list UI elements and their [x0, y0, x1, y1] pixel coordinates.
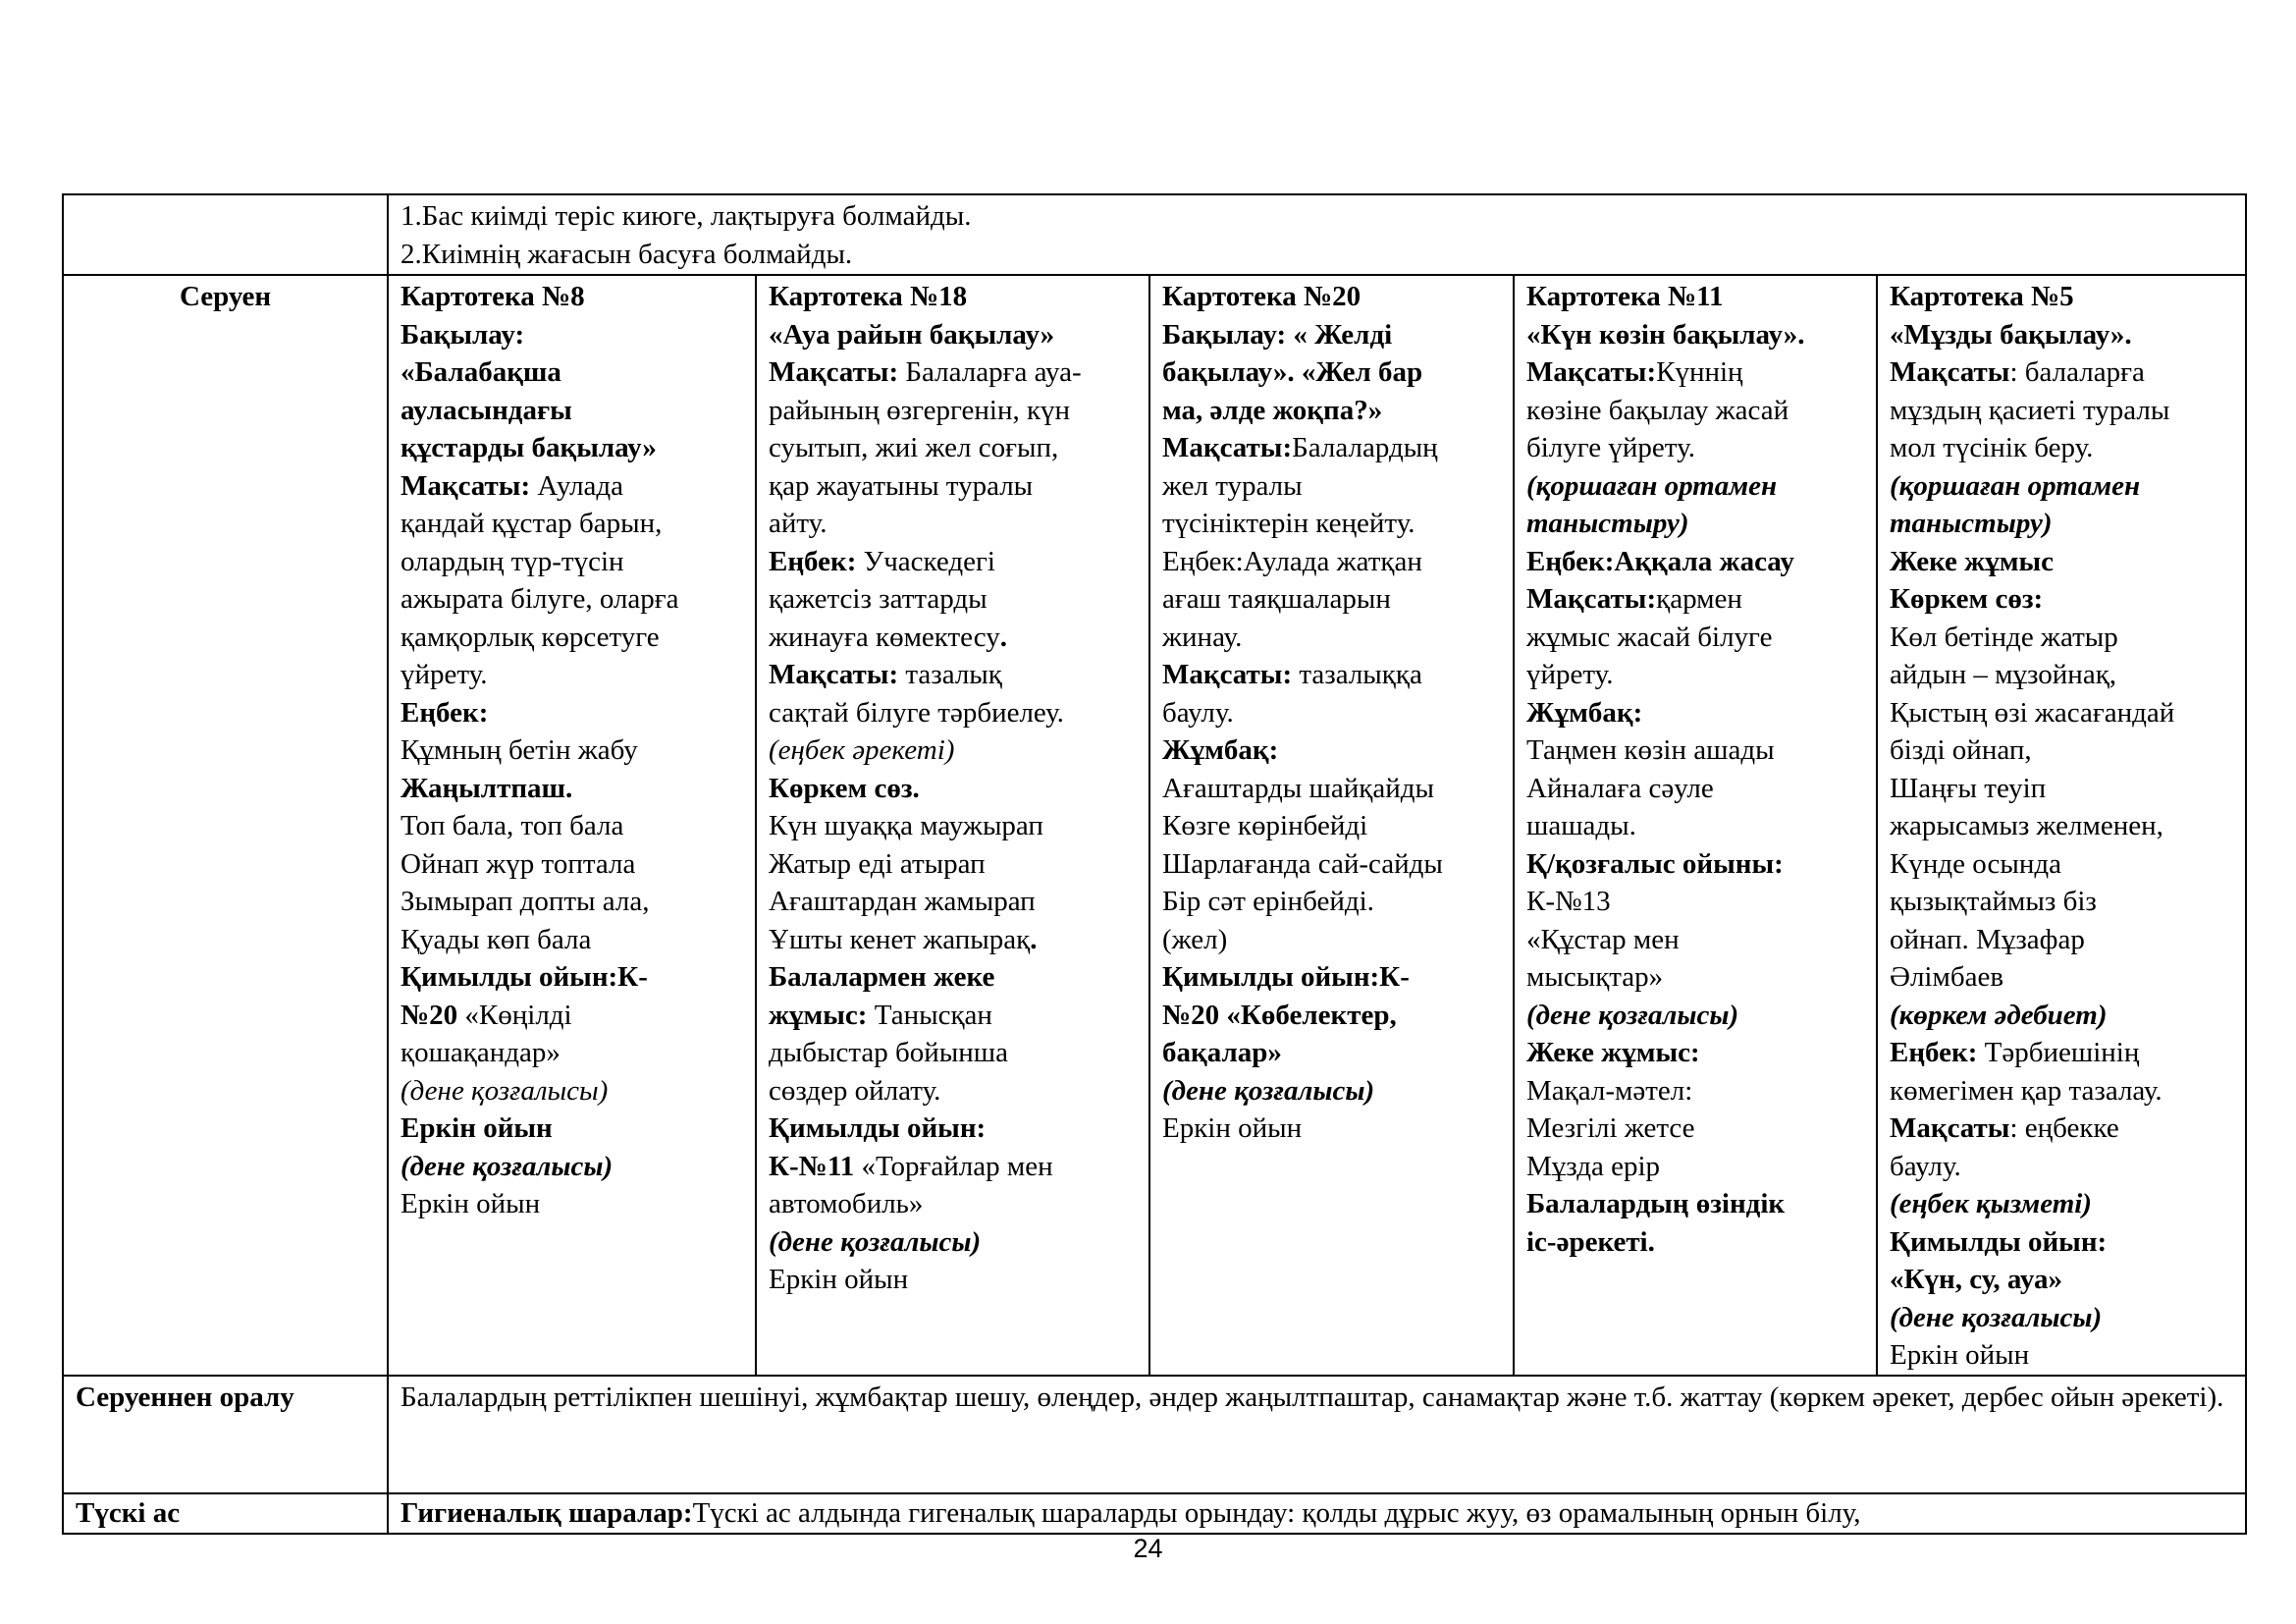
card-text: Күнде осында — [1890, 847, 2061, 880]
card-line — [1890, 278, 2233, 316]
card-text: Таңмен көзін ашады — [1526, 734, 1775, 766]
card-line — [400, 731, 743, 770]
card-text: №20 — [400, 999, 458, 1031]
card-text: Мақал-мәтел: — [1526, 1074, 1693, 1107]
card-line — [400, 467, 743, 506]
card-text: бізді ойнап, — [1890, 734, 2032, 766]
card-text: Жеке жұмыс — [1890, 545, 2054, 577]
card-line — [1526, 958, 1864, 997]
card-text: Қимылды ойын: — [769, 1112, 987, 1144]
card-text: Көркем сөз. — [769, 772, 920, 804]
card-line — [769, 580, 1137, 619]
card-line — [769, 1261, 1137, 1299]
card-line — [769, 278, 1137, 316]
card-line — [1890, 580, 2233, 619]
card-text: Мезгілі жетсе — [1526, 1112, 1695, 1144]
card-line — [769, 770, 1137, 808]
card-line — [1526, 921, 1864, 959]
card-text: Құмның бетін жабу — [400, 734, 638, 766]
card-line — [1162, 353, 1501, 392]
card-text: Учаскедегі — [856, 545, 995, 577]
card-text: Ойнап жүр топтала — [400, 847, 636, 880]
card-line — [400, 694, 743, 732]
card-line — [400, 958, 743, 997]
card-text: Танысқан — [867, 999, 992, 1031]
card-text: Мақсаты: — [1526, 356, 1657, 388]
card-text: Мақсаты: — [769, 659, 899, 690]
card-line — [1162, 694, 1501, 732]
card-text: Еркін ойын — [400, 1188, 541, 1219]
card-text: ауласындағы — [400, 394, 572, 426]
card-line — [1890, 1148, 2233, 1186]
card-text: (еңбек қызметі) — [1890, 1188, 2092, 1219]
card-text: «Торғайлар мен — [854, 1150, 1053, 1182]
card-line — [1890, 997, 2233, 1035]
card-line — [1890, 429, 2233, 467]
lunch-cell — [388, 1493, 2246, 1534]
card-line — [769, 731, 1137, 770]
card-line — [1526, 316, 1864, 354]
card-line — [1162, 731, 1501, 770]
card-text: Мақсаты: — [1526, 583, 1657, 615]
card-line — [400, 921, 743, 959]
card-text: баулу. — [1890, 1150, 1961, 1182]
card-text: (қоршаған ортамен — [1890, 469, 2141, 502]
card-text: (дене қозғалысы) — [769, 1225, 982, 1258]
card-line — [1890, 770, 2233, 808]
rule-line: 2.Киімнің жағасын басуға болмайды. — [400, 238, 853, 270]
card-text: . — [999, 621, 1008, 653]
lunch-lead: Гигиеналық шаралар: — [400, 1497, 693, 1529]
card-text: К-№13 — [1526, 886, 1611, 917]
card-text: қармен — [1656, 583, 1742, 615]
card-line — [1162, 392, 1501, 430]
card-text: Балаларға ауа- — [898, 356, 1082, 388]
card-line — [1890, 1110, 2233, 1148]
card-text: Зымырап допты ала, — [400, 886, 650, 917]
card-line — [400, 845, 743, 884]
card-line — [1162, 921, 1501, 959]
card-line — [1526, 580, 1864, 619]
rule-line: 1.Бас киімді теріс киюге, лақтыруға болмайды. — [400, 200, 972, 232]
card-text: Шарлағанда сай-сайды — [1162, 847, 1443, 880]
card-line — [400, 429, 743, 467]
card-line — [769, 619, 1137, 657]
card-line — [769, 353, 1137, 392]
card-text: : балаларға — [2009, 356, 2145, 388]
card-text: бақалар» — [1162, 1037, 1282, 1068]
card-text: автомобиль» — [769, 1188, 924, 1219]
card-text: қандай құстар барын, — [400, 508, 663, 539]
card-text: Картотека №11 — [1526, 281, 1724, 312]
card-line — [1162, 278, 1501, 316]
card-line — [1526, 845, 1864, 884]
card-line — [400, 278, 743, 316]
card-text: К-№11 — [769, 1150, 855, 1182]
card-text: «Мұзды бақылау». — [1890, 318, 2132, 351]
card-line — [400, 807, 743, 845]
card-text: Жеке жұмыс: — [1526, 1037, 1700, 1068]
card-line — [769, 1148, 1137, 1186]
card-text: Қуады көп бала — [400, 923, 592, 955]
card-line — [1890, 619, 2233, 657]
card-text: суытып, жиі жел соғып, — [769, 432, 1059, 463]
walk-card-11 — [1514, 275, 1877, 1376]
card-text: Еркін ойын — [769, 1264, 909, 1295]
card-line — [769, 1034, 1137, 1072]
card-line — [1890, 1072, 2233, 1110]
card-line — [1526, 392, 1864, 430]
card-text: Күн шуаққа маужырап — [769, 810, 1043, 841]
card-text: ағаш таяқшаларын — [1162, 583, 1391, 615]
card-text: ма, әлде жоқпа?» — [1162, 394, 1383, 426]
card-text: Еңбек:Аққала жасау — [1526, 545, 1794, 577]
card-line — [1890, 1261, 2233, 1299]
card-text: (дене қозғалысы) — [1890, 1301, 2103, 1333]
daily-plan-table — [62, 193, 2247, 1535]
card-text: Мақсаты: — [400, 469, 531, 502]
card-text: көмегімен қар тазалау. — [1890, 1074, 2163, 1107]
card-text: «Күн, су, ауа» — [1890, 1264, 2062, 1295]
card-text: (көркем әдебиет) — [1890, 999, 2108, 1031]
card-line — [1890, 845, 2233, 884]
card-text: Жұмбақ: — [1526, 696, 1643, 729]
card-text: Мақсаты — [1890, 356, 2010, 388]
card-line — [400, 883, 743, 921]
card-text: Қимылды ойын:К- — [1162, 961, 1410, 993]
card-line — [1890, 921, 2233, 959]
return-label: Серуеннен оралу — [63, 1376, 388, 1493]
card-line — [1526, 619, 1864, 657]
rules-label-cell — [63, 194, 388, 275]
card-text: құстарды бақылау» — [400, 432, 657, 463]
card-text: Көл бетінде жатыр — [1890, 621, 2118, 653]
card-line — [1526, 807, 1864, 845]
card-line — [1526, 1148, 1864, 1186]
card-text: Бақылау: « Желді — [1162, 318, 1393, 351]
lunch-label: Түскі ас — [63, 1493, 388, 1534]
card-text: райының өзгергенін, күн — [769, 394, 1071, 426]
card-text: жұмыс жасай білуге — [1526, 621, 1773, 653]
card-line — [1162, 580, 1501, 619]
card-line — [1162, 958, 1501, 997]
card-text: қажетсіз заттарды — [769, 583, 988, 615]
card-line — [1890, 392, 2233, 430]
card-text: түсініктерін кеңейту. — [1162, 508, 1415, 539]
card-line — [400, 580, 743, 619]
card-line — [1526, 1072, 1864, 1110]
card-text: шашады. — [1526, 810, 1636, 841]
card-line — [769, 467, 1137, 506]
card-text: Айналаға сәуле — [1526, 772, 1714, 804]
card-line — [1526, 1185, 1864, 1223]
card-line — [1526, 656, 1864, 694]
card-text: Еңбек:Аулада жатқан — [1162, 545, 1422, 577]
walk-card-8 — [388, 275, 756, 1376]
card-line — [1162, 807, 1501, 845]
card-line — [1162, 543, 1501, 581]
card-text: «Балабақша — [400, 356, 561, 388]
walk-card-18 — [756, 275, 1149, 1376]
card-text: бақылау». «Жел бар — [1162, 356, 1423, 388]
card-line — [769, 845, 1137, 884]
card-text: Картотека №8 — [400, 281, 585, 312]
card-text: қошақандар» — [400, 1037, 561, 1068]
card-text: Бір сәт ерінбейді. — [1162, 886, 1374, 917]
card-text: Шаңғы теуіп — [1890, 772, 2047, 804]
card-text: Жаңылтпаш. — [400, 772, 573, 804]
rules-cell — [388, 194, 2246, 275]
card-text: ойнап. Мұзафар — [1890, 923, 2085, 955]
lunch-row — [63, 1493, 2246, 1534]
card-text: Балалардың өзіндік — [1526, 1188, 1786, 1219]
card-line — [400, 543, 743, 581]
card-line — [1526, 429, 1864, 467]
card-text: «Күн көзін бақылау». — [1526, 318, 1805, 351]
card-line — [1162, 845, 1501, 884]
rules-row — [63, 194, 2246, 275]
card-line — [1162, 883, 1501, 921]
card-line — [769, 921, 1137, 959]
card-line — [1526, 1110, 1864, 1148]
card-text: Балалардың — [1292, 432, 1438, 463]
card-line — [1162, 619, 1501, 657]
card-line — [1162, 429, 1501, 467]
card-line — [1890, 807, 2233, 845]
card-text: тазалыққа — [1292, 659, 1422, 690]
card-text: үйрету. — [1526, 659, 1614, 690]
card-line — [1526, 278, 1864, 316]
card-text: (жел) — [1162, 923, 1228, 955]
card-line — [769, 1072, 1137, 1110]
card-text: Қ/қозғалыс ойыны: — [1526, 847, 1784, 880]
card-text: Тәрбиешінің — [1977, 1037, 2140, 1068]
card-text: Мақсаты: — [1162, 432, 1293, 463]
walk-card-20 — [1149, 275, 1514, 1376]
card-line — [1890, 505, 2233, 543]
card-text: Жатыр еді атырап — [769, 847, 986, 880]
card-line — [1162, 505, 1501, 543]
card-text: (дене қозғалысы) — [400, 1074, 609, 1107]
card-text: қызықтаймыз біз — [1890, 886, 2097, 917]
card-line — [400, 316, 743, 354]
card-line — [769, 997, 1137, 1035]
card-line — [1526, 1034, 1864, 1072]
card-text: ажырата білуге, оларға — [400, 583, 679, 615]
card-text: Еңбек: — [1890, 1037, 1978, 1068]
card-line — [400, 1110, 743, 1148]
card-text: (дене қозғалысы) — [1162, 1074, 1375, 1107]
card-line — [1162, 997, 1501, 1035]
card-text: Қимылды ойын:К- — [400, 961, 648, 993]
card-line — [400, 997, 743, 1035]
card-line — [1526, 883, 1864, 921]
card-line — [1890, 656, 2233, 694]
card-text: айту. — [769, 508, 828, 539]
card-line — [1890, 1223, 2233, 1262]
card-text: №20 «Көбелектер, — [1162, 999, 1397, 1031]
card-line — [769, 316, 1137, 354]
card-line — [1526, 694, 1864, 732]
card-line — [400, 1185, 743, 1223]
card-text: жарысамыз желменен, — [1890, 810, 2163, 841]
card-text: үйрету. — [400, 659, 488, 690]
card-line — [769, 883, 1137, 921]
card-text: (еңбек әрекеті) — [769, 734, 955, 766]
card-text: қар жауатыны туралы — [769, 469, 1034, 502]
walk-label: Серуен — [63, 275, 388, 1376]
card-text: Аулада — [530, 469, 624, 502]
card-line — [769, 694, 1137, 732]
card-line — [769, 543, 1137, 581]
card-line — [1526, 505, 1864, 543]
card-text: мол түсінік беру. — [1890, 432, 2094, 463]
card-line — [1526, 1223, 1864, 1262]
card-text: мұздың қасиеті туралы — [1890, 394, 2170, 426]
card-text: Қимылды ойын: — [1890, 1225, 2108, 1258]
card-line — [1890, 1299, 2233, 1337]
card-line — [400, 656, 743, 694]
page-number: 24 — [1133, 1534, 1163, 1563]
card-text: Жұмбақ: — [1162, 734, 1279, 766]
card-line — [1890, 467, 2233, 506]
card-line — [400, 353, 743, 392]
card-line — [400, 392, 743, 430]
card-line — [1162, 656, 1501, 694]
card-line — [1890, 1336, 2233, 1375]
card-text: жинау. — [1162, 621, 1243, 653]
card-text: Күннің — [1656, 356, 1743, 388]
card-text: (қоршаған ортамен — [1526, 469, 1778, 502]
card-text: таныстыру) — [1890, 508, 2053, 539]
card-line — [1890, 1034, 2233, 1072]
card-text: таныстыру) — [1526, 508, 1689, 539]
card-text: «Көңілді — [457, 999, 572, 1031]
card-text: Ағаштарды шайқайды — [1162, 772, 1434, 804]
card-text: Бақылау: — [400, 318, 525, 351]
card-text: Еркін ойын — [1162, 1112, 1303, 1144]
card-line — [1890, 694, 2233, 732]
card-text: «Құстар мен — [1526, 923, 1680, 955]
card-text: Балалармен жеке — [769, 961, 995, 993]
card-line — [1526, 770, 1864, 808]
card-text: Картотека №5 — [1890, 281, 2074, 312]
card-text: жұмыс: — [769, 999, 868, 1031]
card-line — [769, 1185, 1137, 1223]
walk-card-5 — [1877, 275, 2246, 1376]
card-text: «Ауа райын бақылау» — [769, 318, 1055, 351]
card-line — [400, 1072, 743, 1110]
card-line — [769, 1110, 1137, 1148]
card-text: Мұзда ерір — [1526, 1150, 1661, 1182]
card-text: тазалық — [898, 659, 1002, 690]
card-line — [1890, 958, 2233, 997]
card-text: қамқорлық көрсетуге — [400, 621, 660, 653]
card-line — [1890, 316, 2233, 354]
card-text: білуге үйрету. — [1526, 432, 1695, 463]
card-line — [1890, 1185, 2233, 1223]
card-text: сөздер ойлату. — [769, 1074, 941, 1107]
card-line — [1890, 883, 2233, 921]
card-line — [769, 958, 1137, 997]
card-text: (дене қозғалысы) — [1526, 999, 1739, 1031]
card-text: мысықтар» — [1526, 961, 1664, 993]
lunch-text: Түскі ас алдында гигеналық шараларды орындау: қолды дұрыс жуу, өз орамалының орнын білу, — [692, 1497, 1861, 1529]
card-line — [1162, 1072, 1501, 1110]
card-text: Еркін ойын — [400, 1112, 553, 1144]
card-text: Топ бала, топ бала — [400, 810, 624, 841]
card-line — [1526, 543, 1864, 581]
card-line — [400, 1148, 743, 1186]
card-text: дыбыстар бойынша — [769, 1037, 1008, 1068]
card-line — [1526, 467, 1864, 506]
card-line — [769, 807, 1137, 845]
card-text: баулу. — [1162, 696, 1234, 729]
card-text: Мақсаты: — [769, 356, 899, 388]
card-text: Картотека №18 — [769, 281, 968, 312]
card-line — [400, 505, 743, 543]
card-line — [769, 429, 1137, 467]
card-text: Әлімбаев — [1890, 961, 2004, 993]
card-text: Еркін ойын — [1890, 1339, 2030, 1371]
card-line — [769, 392, 1137, 430]
card-line — [1162, 467, 1501, 506]
card-text: Көзге көрінбейді — [1162, 810, 1368, 841]
card-text: Қыстың өзі жасағандай — [1890, 696, 2175, 729]
card-line — [1526, 731, 1864, 770]
card-text: Мақсаты — [1890, 1112, 2010, 1144]
card-line — [1526, 353, 1864, 392]
card-text: жел туралы — [1162, 469, 1303, 502]
card-line — [400, 619, 743, 657]
card-text: : еңбекке — [2009, 1112, 2119, 1144]
card-line — [769, 1223, 1137, 1262]
card-line — [1162, 770, 1501, 808]
card-text: Еңбек: — [400, 696, 489, 729]
card-text: іс-әрекеті. — [1526, 1225, 1655, 1258]
card-line — [1162, 316, 1501, 354]
card-text: Еңбек: — [769, 545, 857, 577]
card-text: . — [1030, 923, 1038, 955]
card-text: Көркем сөз: — [1890, 583, 2044, 615]
card-line — [400, 770, 743, 808]
card-text: жинауға көмектесу — [769, 621, 1000, 653]
card-text: олардың түр-түсін — [400, 545, 624, 577]
card-line — [400, 1034, 743, 1072]
card-text: Ағаштардан жамырап — [769, 886, 1036, 917]
card-text: Мақсаты: — [1162, 659, 1293, 690]
card-text: сақтай білуге тәрбиелеу. — [769, 696, 1064, 729]
card-text: Ұшты кенет жапырақ — [769, 923, 1031, 955]
card-line — [1890, 731, 2233, 770]
card-line — [1526, 997, 1864, 1035]
return-row — [63, 1376, 2246, 1493]
card-text: (дене қозғалысы) — [400, 1150, 614, 1182]
card-line — [1162, 1034, 1501, 1072]
card-text: Картотека №20 — [1162, 281, 1362, 312]
card-line — [1162, 1110, 1501, 1148]
card-line — [769, 505, 1137, 543]
walk-row — [63, 275, 2246, 1376]
card-line — [1890, 353, 2233, 392]
return-text: Балалардың реттілікпен шешінуі, жұмбақтар шешу, өлеңдер, әндер жаңылтпаштар, санамақтар және т.б. жаттау (көркем әрекет, дербес ойын әрекеті). — [388, 1376, 2246, 1493]
card-text: айдын – мұзойнақ, — [1890, 659, 2117, 690]
card-text: көзіне бақылау жасай — [1526, 394, 1789, 426]
card-line — [769, 656, 1137, 694]
card-line — [1890, 543, 2233, 581]
